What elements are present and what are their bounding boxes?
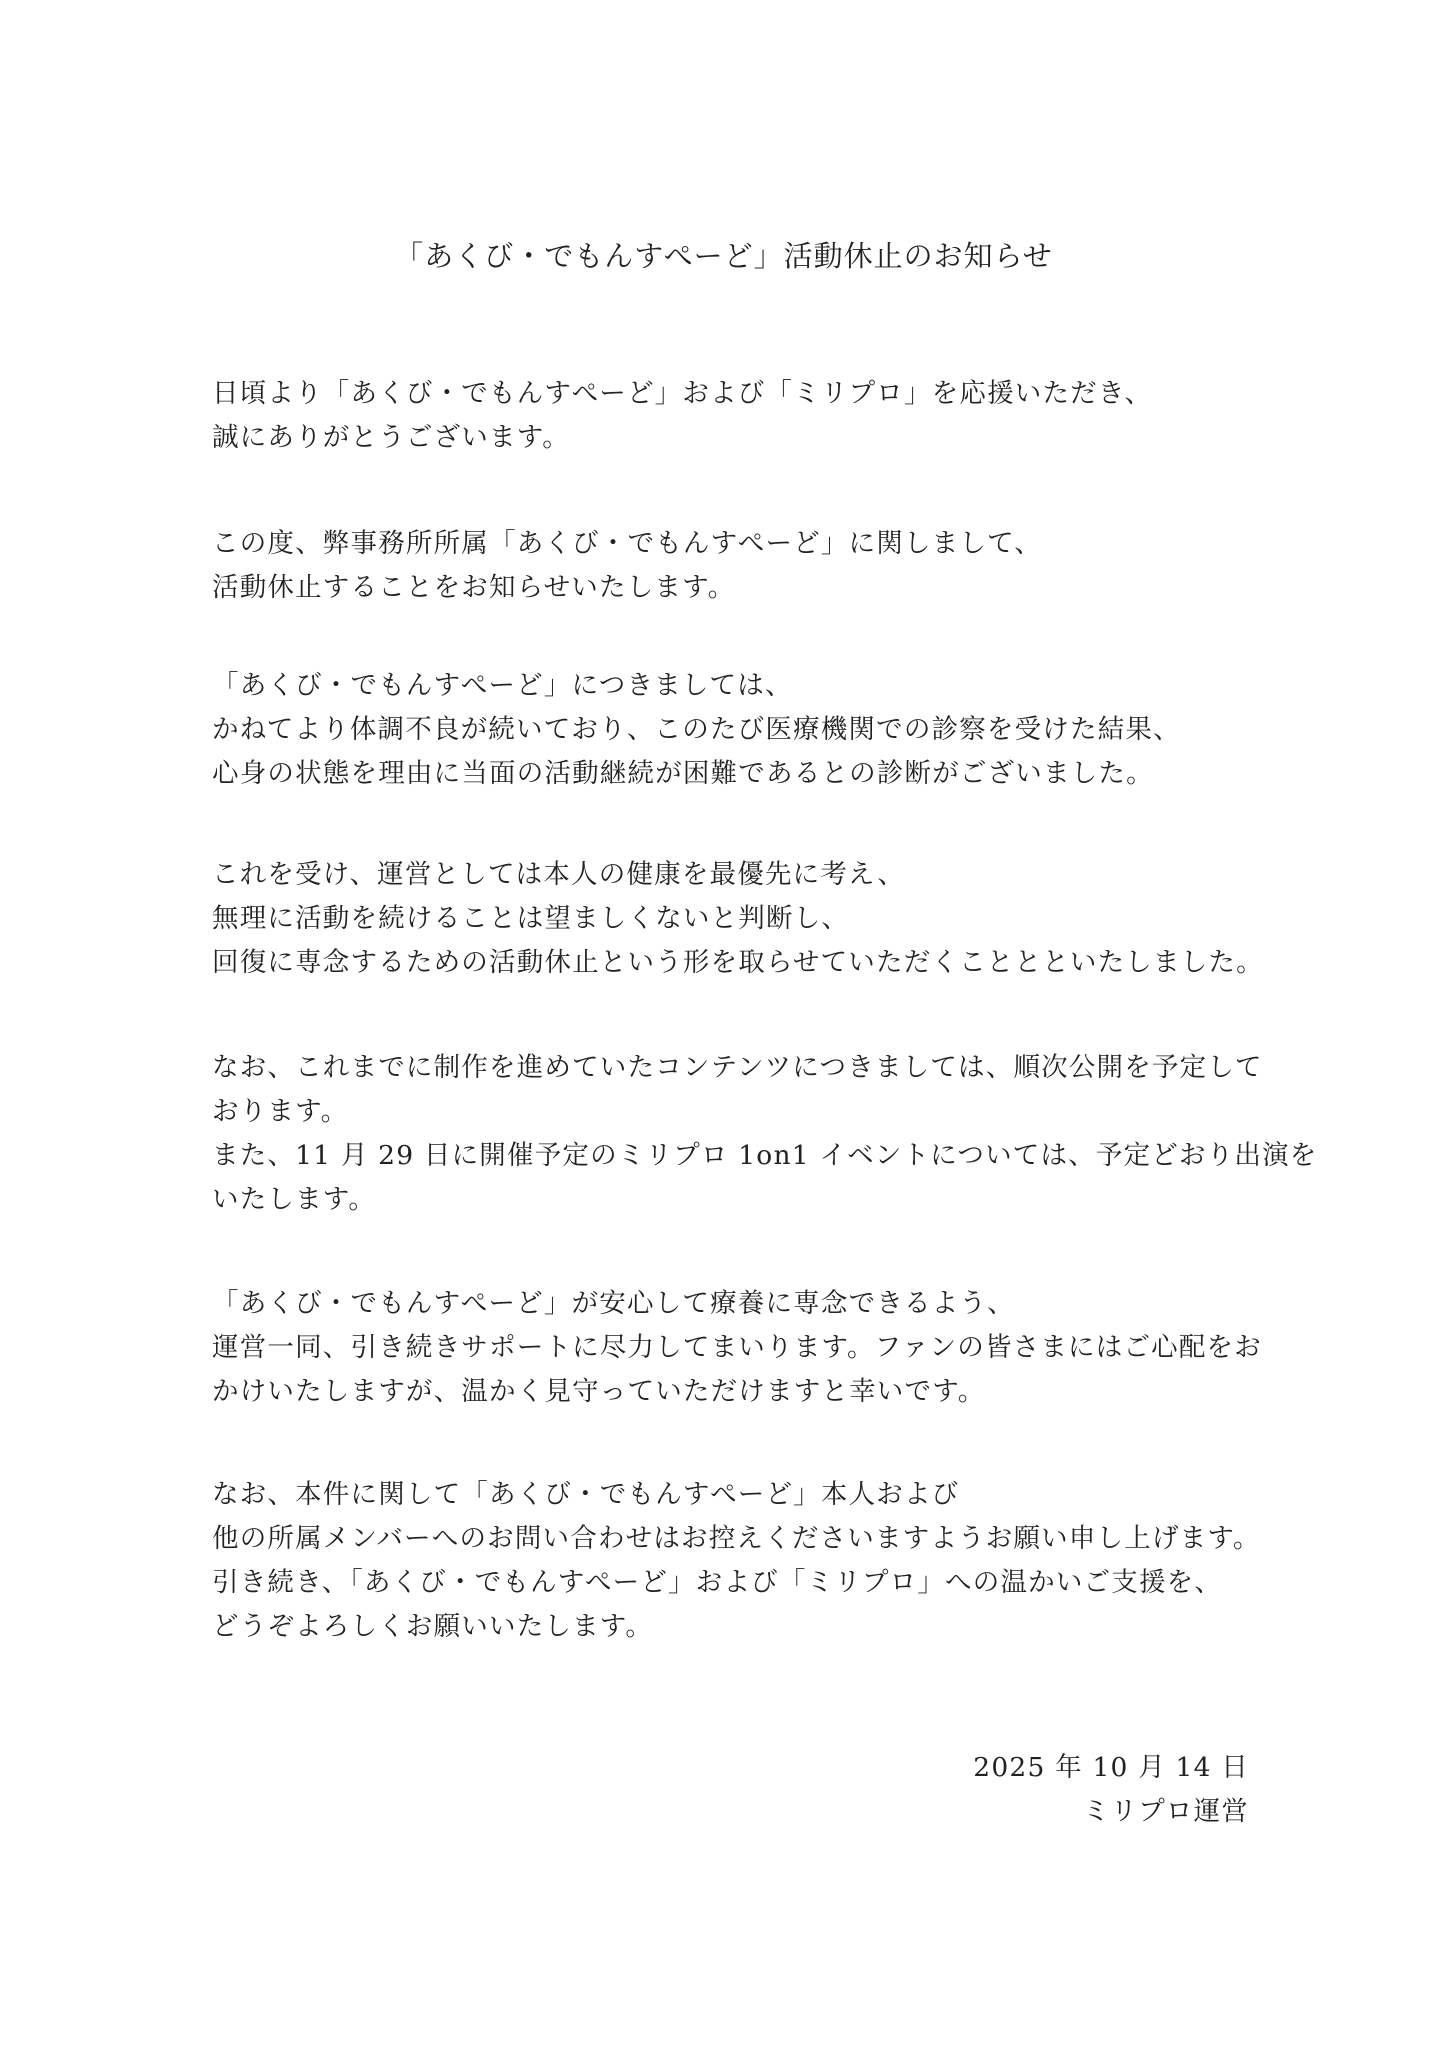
text-line: 誠にありがとうございます。 bbox=[212, 422, 570, 453]
text-line: 心身の状態を理由に当面の活動継続が困難であるとの診断がございました。 bbox=[212, 758, 1154, 789]
text-line: 回復に専念するための活動休止という形を取らせていただくこととといたしました。 bbox=[212, 947, 1264, 978]
text-line: なお、本件に関して「あくび・でもんすぺーど」本人および bbox=[212, 1479, 960, 1510]
text-line: なお、これまでに制作を進めていたコンテンツにつきましては、順次公開を予定して bbox=[212, 1052, 1263, 1083]
paragraph-request bbox=[212, 1473, 1261, 1649]
text-line: この度、弊事務所所属「あくび・でもんすぺーど」に関しまして、 bbox=[212, 528, 1042, 559]
paragraph-greeting bbox=[212, 372, 1252, 460]
text-line: これを受け、運営としては本人の健康を最優先に考え、 bbox=[212, 859, 906, 890]
text-line: 他の所属メンバーへのお問い合わせはお控えくださいますようお願い申し上げます。 bbox=[212, 1523, 1261, 1554]
text-line: 「あくび・でもんすぺーど」が安心して療養に専念できるよう、 bbox=[212, 1288, 1015, 1319]
paragraph-reason bbox=[212, 664, 1252, 796]
text-line: どうぞよろしくお願いいたします。 bbox=[212, 1611, 654, 1642]
text-line: 日頃より「あくび・でもんすぺーど」および「ミリプロ」を応援いただき、 bbox=[212, 378, 1153, 409]
announcement-title: 「あくび・でもんすぺーど」活動休止のお知らせ bbox=[394, 239, 1053, 273]
text-line: かねてより体調不良が続いており、このたび医療機関での診察を受けた結果、 bbox=[212, 714, 1181, 745]
paragraph-content-schedule bbox=[212, 1046, 1318, 1222]
signature-date: 2025 年 10 月 14 日 bbox=[973, 1752, 1249, 1783]
text-line: 無理に活動を続けることは望ましくないと判断し、 bbox=[212, 903, 850, 934]
text-line: 「あくび・でもんすぺーど」につきましては、 bbox=[212, 670, 793, 701]
paragraph-support bbox=[212, 1282, 1262, 1414]
signature-issuer: ミリプロ運営 bbox=[1082, 1796, 1249, 1827]
paragraph-decision bbox=[212, 853, 1264, 985]
text-line: 引き続き、「あくび・でもんすぺーど」および「ミリプロ」への温かいご支援を、 bbox=[212, 1567, 1223, 1598]
text-line: 活動休止することをお知らせいたします。 bbox=[212, 572, 736, 603]
text-line: また、11 月 29 日に開催予定のミリプロ 1on1 イベントについては、予定どおり出演を bbox=[212, 1140, 1318, 1171]
text-line: 運営一同、引き続きサポートに尽力してまいります。ファンの皆さまにはご心配をお bbox=[212, 1332, 1262, 1363]
paragraph-announcement bbox=[212, 522, 1252, 610]
text-line: いたします。 bbox=[212, 1184, 377, 1215]
text-line: かけいたしますが、温かく見守っていただけますと幸いです。 bbox=[212, 1376, 986, 1407]
signature-block bbox=[973, 1746, 1249, 1834]
text-line: おります。 bbox=[212, 1096, 349, 1127]
